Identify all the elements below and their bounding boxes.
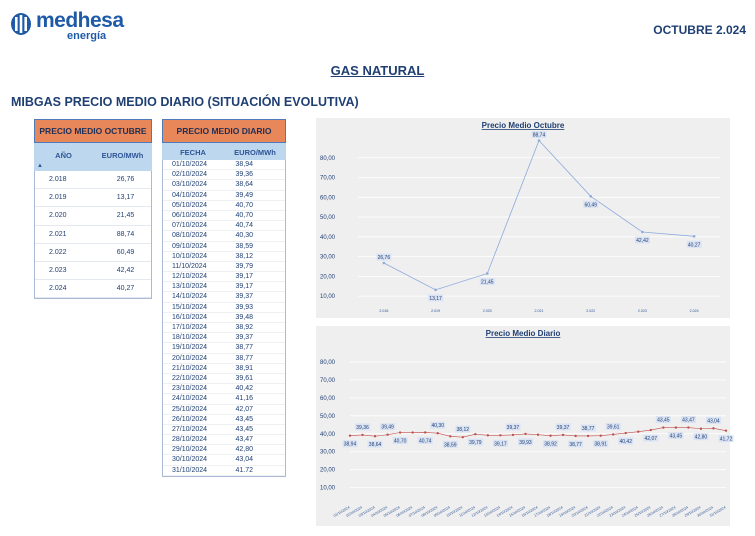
row-label-cell: 06/10/2024 (172, 211, 208, 219)
data-point (549, 435, 551, 437)
x-tick-label: 23/10/2024 (608, 505, 627, 518)
x-tick-label: 28/10/2024 (671, 505, 689, 518)
table-row (163, 282, 285, 292)
x-tick-label: 27/10/2024 (658, 505, 677, 518)
data-label: 42,42 (636, 238, 649, 245)
data-point (383, 262, 386, 265)
row-value-cell: 38,12 (235, 252, 254, 260)
table-row (163, 231, 285, 241)
row-label-cell: 2.023 (49, 266, 67, 274)
chart-title: Precio Medio Diario (485, 329, 561, 338)
x-tick-label: 19/10/2024 (558, 505, 577, 518)
brand-name: medhesa (36, 9, 124, 32)
row-label-cell: 09/10/2024 (172, 242, 208, 250)
data-label: 38,94 (343, 441, 357, 448)
data-label: 42,07 (644, 436, 658, 443)
row-value-cell: 21,45 (116, 212, 135, 220)
x-tick-label: 12/10/2024 (470, 505, 489, 518)
data-point (424, 431, 426, 433)
table-row (163, 292, 285, 302)
row-label-cell: 27/10/2024 (172, 425, 208, 433)
data-label: 42,80 (694, 434, 708, 441)
table-row (163, 272, 285, 282)
data-label: 39,79 (469, 440, 482, 447)
data-label: 60,49 (584, 202, 597, 209)
data-point (361, 434, 363, 436)
y-tick-label: 30,00 (320, 254, 336, 261)
row-value-cell: 43,45 (235, 425, 254, 433)
row-label-cell: 26/10/2024 (172, 415, 208, 423)
data-label: 39,36 (356, 424, 369, 431)
y-tick-label: 20,00 (320, 274, 336, 281)
row-label-cell: 2.020 (49, 212, 67, 220)
row-label-cell: 29/10/2024 (172, 446, 208, 454)
data-point (589, 195, 592, 198)
row-value-cell: 88,74 (116, 230, 135, 238)
row-label-cell: 21/10/2024 (172, 364, 208, 372)
row-value-cell: 38,91 (235, 364, 254, 372)
row-value-cell: 39,37 (235, 293, 254, 301)
data-label: 26,76 (377, 254, 391, 261)
table-row (163, 354, 285, 364)
data-label: 40,70 (393, 438, 407, 445)
data-point (512, 434, 514, 436)
x-tick-label: 2.024 (689, 309, 699, 313)
row-label-cell: 16/10/2024 (172, 313, 208, 321)
october-average-chart (316, 118, 730, 318)
y-tick-label: 60,00 (320, 195, 336, 202)
x-tick-label: 26/10/2024 (646, 505, 664, 518)
table-row (163, 374, 285, 384)
row-value-cell: 43,45 (235, 415, 254, 423)
table-row (35, 226, 151, 244)
row-value-cell: 43,04 (235, 456, 254, 464)
row-value-cell: 41,16 (235, 395, 254, 403)
x-tick-label: 16/10/2024 (520, 505, 539, 518)
data-point (641, 231, 644, 234)
data-point (538, 139, 541, 142)
x-tick-label: 02/10/2024 (345, 505, 364, 518)
row-value-cell: 41.72 (235, 466, 254, 474)
y-tick-label: 40,00 (320, 234, 336, 241)
row-label-cell: 28/10/2024 (172, 436, 208, 444)
table-row (35, 280, 151, 298)
row-value-cell: 39,36 (235, 171, 254, 179)
data-label: 39,61 (606, 424, 620, 431)
y-tick-label: 20,00 (320, 467, 336, 474)
data-point (411, 431, 413, 433)
x-tick-label: 08/10/2024 (420, 505, 439, 518)
table-row (163, 466, 285, 476)
table-row (35, 244, 151, 262)
daily-price-table (162, 119, 286, 477)
data-point (474, 433, 476, 435)
data-label: 38,91 (594, 441, 607, 448)
x-tick-label: 14/10/2024 (495, 505, 514, 518)
daily-price-chart (316, 326, 733, 526)
row-value-cell: 42,42 (116, 266, 135, 274)
row-label-cell: 22/10/2024 (172, 374, 208, 382)
data-point (374, 435, 376, 437)
row-value-cell: 39,61 (235, 374, 254, 382)
data-point (449, 435, 451, 437)
data-label: 43,45 (657, 417, 670, 424)
row-value-cell: 40,42 (235, 385, 254, 393)
row-label-cell: 04/10/2024 (172, 191, 208, 199)
x-tick-label: 09/10/2024 (433, 505, 451, 518)
data-point (612, 433, 614, 435)
row-value-cell: 38,77 (235, 344, 254, 352)
table-row (163, 455, 285, 465)
row-value-cell: 43,47 (235, 436, 254, 444)
x-tick-label: 04/10/2024 (370, 505, 389, 518)
row-value-cell: 40,74 (235, 222, 254, 230)
table-row (163, 425, 285, 435)
data-point (637, 430, 639, 432)
table-row (163, 333, 285, 343)
row-label-cell: 2.022 (49, 248, 67, 256)
october-table-body (34, 171, 152, 299)
row-value-cell: 39,49 (235, 191, 254, 199)
row-value-cell: 39,17 (235, 283, 254, 291)
table-row (163, 343, 285, 353)
data-label: 13,17 (429, 295, 442, 302)
data-point (687, 426, 689, 428)
data-label: 39,17 (494, 441, 507, 448)
daily-table-body (162, 160, 286, 477)
row-value-cell: 38,92 (235, 324, 254, 331)
data-label: 39,49 (381, 424, 394, 431)
y-tick-label: 50,00 (320, 413, 336, 420)
table-row (35, 262, 151, 280)
row-label-cell: 2.019 (49, 194, 67, 202)
row-value-cell: 60,49 (116, 248, 135, 256)
table-row (163, 384, 285, 394)
data-point (599, 435, 601, 437)
row-label-cell: 24/10/2024 (172, 395, 208, 403)
data-label: 43,47 (682, 417, 695, 424)
y-tick-label: 70,00 (320, 175, 336, 182)
data-label: 88,74 (532, 132, 546, 139)
y-tick-label: 70,00 (320, 377, 336, 384)
data-point (725, 429, 727, 431)
row-label-cell: 30/10/2024 (172, 456, 208, 464)
row-label-cell: 02/10/2024 (172, 171, 208, 179)
y-tick-label: 50,00 (320, 215, 336, 222)
row-value-cell: 40,27 (116, 285, 135, 293)
data-label: 38,64 (368, 442, 382, 449)
data-label: 40,27 (687, 242, 701, 249)
row-value-cell: 39,48 (235, 313, 254, 321)
october-table-header (34, 143, 152, 171)
data-label: 38,77 (581, 425, 595, 432)
row-label-cell: 03/10/2024 (172, 181, 208, 189)
data-point (434, 289, 437, 292)
data-point (700, 428, 702, 430)
table-row (163, 323, 285, 333)
row-label-cell: 17/10/2024 (172, 324, 208, 331)
data-point (386, 433, 388, 435)
data-point (437, 432, 439, 434)
data-point (587, 435, 589, 437)
logo-mark-icon (10, 12, 32, 36)
table-row (163, 180, 285, 190)
data-label: 40,30 (431, 423, 444, 430)
row-label-cell: 15/10/2024 (172, 303, 208, 311)
october-average-table (34, 119, 152, 299)
row-value-cell: 39,37 (235, 334, 254, 342)
table-row (163, 394, 285, 404)
row-label-cell: 2.024 (49, 285, 67, 293)
page-subtitle: MIBGAS PRECIO MEDIO DIARIO (SITUACIÓN EVOLUTIVA) (11, 95, 359, 109)
data-label: 38,77 (569, 441, 582, 448)
table-row (163, 262, 285, 272)
row-label-cell: 12/10/2024 (172, 273, 208, 281)
data-label: 39,93 (519, 439, 532, 446)
data-label: 43,04 (707, 418, 720, 425)
row-label-cell: 10/10/2024 (172, 252, 208, 260)
chart-title: Precio Medio Octubre (481, 121, 565, 130)
table-row (163, 405, 285, 415)
table-row (163, 364, 285, 374)
row-value-cell: 42,07 (235, 405, 254, 413)
x-tick-label: 20/10/2024 (571, 505, 589, 518)
y-tick-label: 60,00 (320, 395, 336, 402)
table-row (163, 445, 285, 455)
row-label-cell: 11/10/2024 (172, 262, 207, 270)
row-label-cell: 18/10/2024 (172, 334, 208, 342)
data-point (675, 426, 677, 428)
x-tick-label: 29/10/2024 (683, 505, 702, 518)
x-tick-label: 03/10/2024 (357, 505, 376, 518)
brand-sub: energía (67, 30, 107, 42)
row-label-cell: 14/10/2024 (172, 293, 208, 301)
row-value-cell: 40,70 (235, 201, 254, 209)
data-label: 43,45 (669, 433, 683, 440)
row-label-cell: 2.021 (49, 230, 67, 238)
x-tick-label: 2.022 (586, 309, 596, 313)
row-label-cell: 05/10/2024 (172, 201, 208, 209)
x-tick-label: 2.020 (482, 309, 492, 313)
data-label: 40,42 (619, 439, 632, 446)
data-label: 39,37 (506, 424, 520, 431)
x-tick-label: 05/10/2024 (383, 505, 401, 518)
daily-table-title: PRECIO MEDIO DIARIO (162, 119, 286, 143)
column-header-year[interactable]: AÑO (55, 151, 72, 160)
row-value-cell: 38,64 (235, 181, 254, 189)
x-tick-label: 30/10/2024 (696, 505, 714, 518)
row-label-cell: 20/10/2024 (172, 354, 208, 362)
data-label: 38,12 (456, 427, 470, 434)
section-title: GAS NATURAL (330, 63, 425, 78)
x-tick-label: 01/10/2024 (332, 505, 351, 518)
row-value-cell: 26,76 (116, 176, 135, 183)
x-tick-label: 31/10/2024 (708, 505, 727, 518)
sort-arrow-icon[interactable]: ▲ (37, 163, 43, 169)
x-tick-label: 17/10/2024 (533, 505, 552, 518)
x-tick-label: 2.019 (431, 309, 441, 313)
y-tick-label: 80,00 (320, 359, 336, 366)
row-value-cell: 42,80 (235, 446, 254, 454)
data-point (462, 436, 464, 438)
x-tick-label: 25/10/2024 (633, 505, 652, 518)
table-row (163, 415, 285, 425)
row-label-cell: 08/10/2024 (172, 232, 208, 240)
x-tick-label: 13/10/2024 (483, 505, 501, 518)
column-header-date[interactable]: FECHA (180, 148, 206, 157)
row-label-cell: 07/10/2024 (172, 222, 208, 230)
daily-price-chart-svg (316, 326, 733, 526)
y-tick-label: 80,00 (320, 155, 336, 162)
table-row (163, 221, 285, 231)
data-point (650, 429, 652, 431)
y-tick-label: 30,00 (320, 449, 336, 456)
y-tick-label: 10,00 (320, 294, 336, 301)
x-tick-label: 06/10/2024 (395, 505, 414, 518)
data-point (349, 434, 351, 436)
data-label: 21,45 (481, 279, 494, 286)
row-value-cell: 39,93 (235, 303, 254, 311)
row-label-cell: 25/10/2024 (172, 405, 208, 413)
row-value-cell: 38,77 (235, 354, 254, 362)
brand-logo (10, 10, 130, 44)
table-row (35, 171, 151, 189)
october-table-title: PRECIO MEDIO OCTUBRE (34, 119, 152, 143)
report-date: OCTUBRE 2.024 (653, 23, 746, 37)
x-tick-label: 2.021 (534, 309, 544, 313)
row-label-cell: 23/10/2024 (172, 385, 208, 393)
row-label-cell: 01/10/2024 (172, 161, 208, 168)
table-row (35, 189, 151, 207)
data-point (399, 431, 401, 433)
x-tick-label: 2.018 (379, 309, 389, 313)
x-tick-label: 21/10/2024 (583, 505, 602, 518)
table-row (163, 252, 285, 262)
data-point (712, 427, 714, 429)
series-line (384, 140, 694, 289)
row-value-cell: 38,94 (235, 161, 254, 168)
x-tick-label: 11/10/2024 (458, 505, 476, 518)
y-tick-label: 40,00 (320, 431, 336, 438)
x-tick-label: 07/10/2024 (408, 505, 426, 518)
row-value-cell: 40,30 (235, 232, 254, 240)
data-label: 38,59 (444, 442, 457, 449)
data-point (537, 434, 539, 436)
table-row (163, 313, 285, 323)
table-row (163, 170, 285, 180)
row-label-cell: 19/10/2024 (172, 344, 208, 352)
data-point (499, 434, 501, 436)
october-average-chart-svg (316, 118, 730, 318)
x-tick-label: 2.023 (637, 309, 647, 313)
y-tick-label: 10,00 (320, 485, 336, 492)
row-value-cell: 38,59 (235, 242, 254, 250)
data-label: 40,74 (418, 438, 432, 445)
row-value-cell: 13,17 (116, 194, 135, 202)
table-row (163, 242, 285, 252)
x-tick-label: 24/10/2024 (621, 505, 639, 518)
table-row (163, 211, 285, 221)
data-point (524, 433, 526, 435)
x-tick-label: 10/10/2024 (445, 505, 464, 518)
table-row (163, 303, 285, 313)
column-header-price[interactable]: EURO/MWh (234, 148, 276, 157)
data-label: 38,92 (544, 441, 557, 448)
table-row (163, 435, 285, 445)
data-point (486, 272, 489, 275)
table-row (163, 160, 285, 170)
data-label: 41,72 (719, 436, 733, 443)
table-row (163, 191, 285, 201)
x-tick-label: 22/10/2024 (596, 505, 614, 518)
row-label-cell: 31/10/2024 (172, 466, 208, 474)
row-value-cell: 39,79 (235, 262, 254, 270)
data-point (693, 235, 696, 238)
row-label-cell: 13/10/2024 (172, 283, 208, 291)
data-point (662, 426, 664, 428)
data-point (625, 432, 627, 434)
data-point (574, 435, 576, 437)
table-row (35, 207, 151, 225)
data-point (562, 434, 564, 436)
row-value-cell: 40,70 (235, 211, 254, 219)
row-value-cell: 39,17 (235, 273, 254, 281)
x-tick-label: 15/10/2024 (508, 505, 526, 518)
x-tick-label: 18/10/2024 (545, 505, 564, 518)
data-label: 39,37 (556, 424, 570, 431)
table-row (163, 201, 285, 211)
data-point (487, 434, 489, 436)
row-label-cell: 2.018 (49, 176, 67, 183)
column-header-price[interactable]: EURO/MWh (101, 151, 144, 160)
daily-table-header (162, 143, 286, 160)
